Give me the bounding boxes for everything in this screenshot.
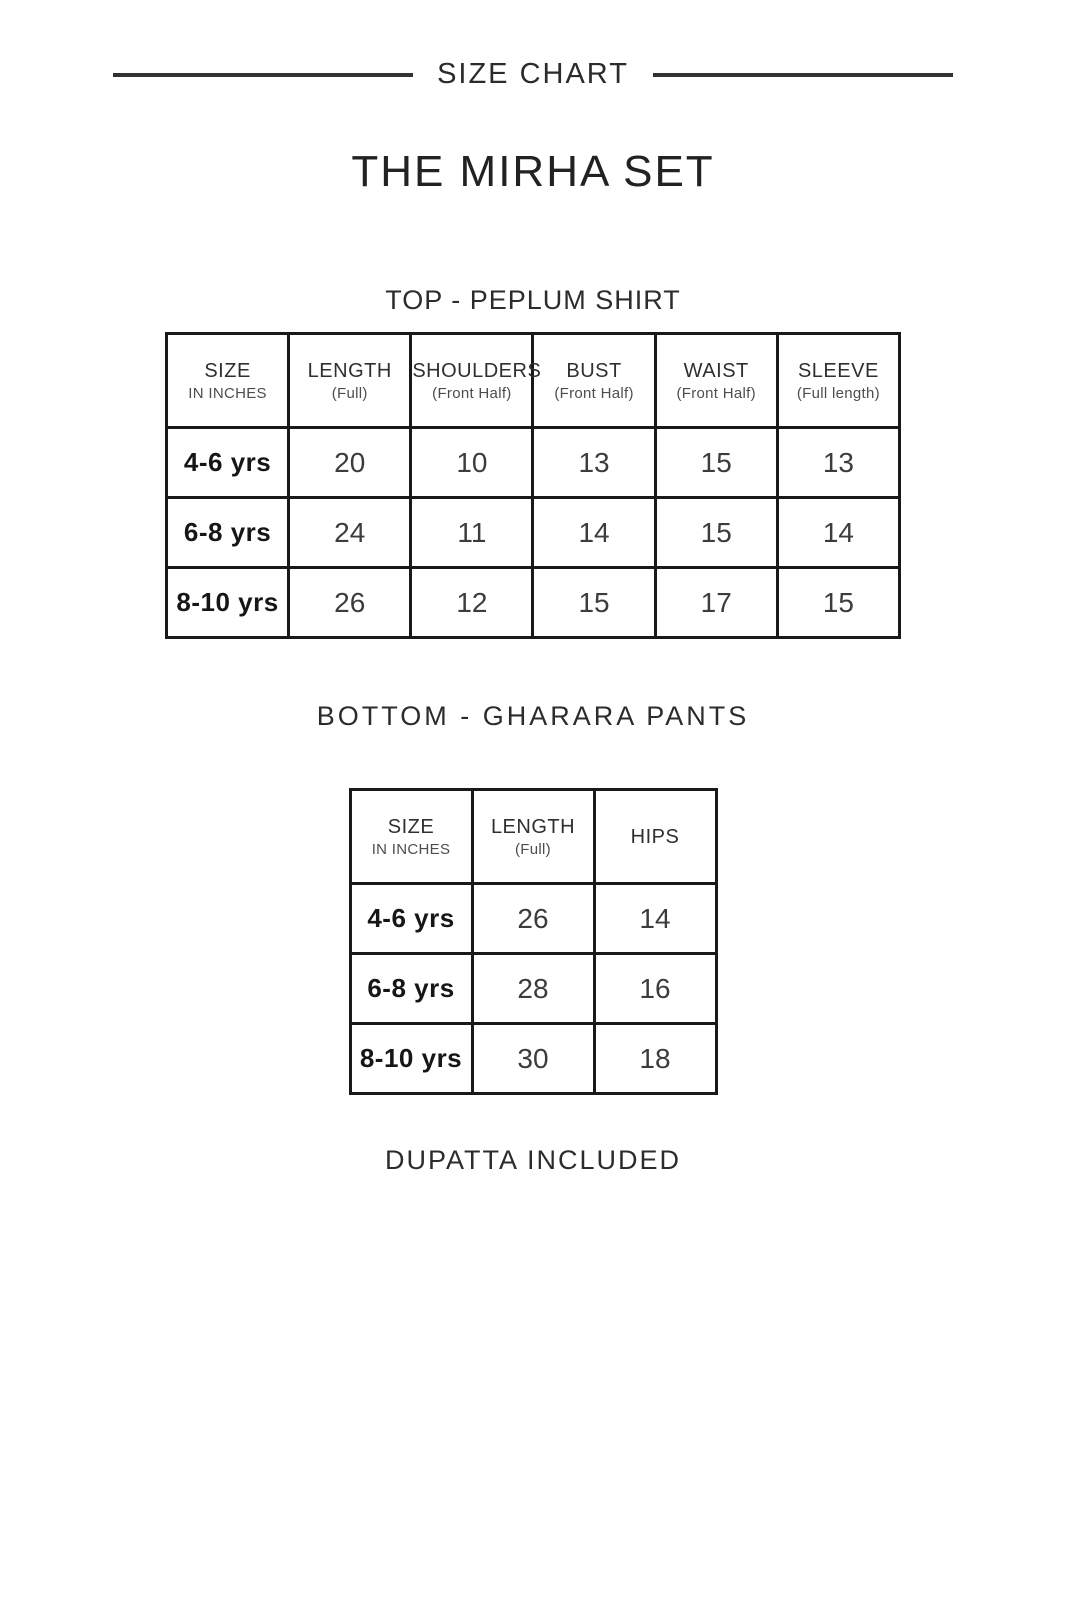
value-cell: 14 — [533, 498, 655, 568]
column-sublabel: (Full) — [331, 384, 368, 402]
table-row — [350, 1024, 716, 1094]
size-cell: 4-6 yrs — [167, 428, 289, 498]
column-label: LENGTH — [307, 359, 392, 382]
column-sublabel: (Full length) — [796, 384, 880, 402]
value-cell: 28 — [472, 954, 594, 1024]
value-cell: 20 — [289, 428, 411, 498]
size-cell: 8-10 yrs — [350, 1024, 472, 1094]
size-cell: 4-6 yrs — [350, 884, 472, 954]
column-header-size — [167, 334, 289, 428]
table-row — [350, 954, 716, 1024]
column-label: BUST — [566, 359, 622, 382]
value-cell: 12 — [411, 568, 533, 638]
table-row — [167, 568, 900, 638]
value-cell: 17 — [655, 568, 777, 638]
column-header-size — [350, 790, 472, 884]
value-cell: 15 — [777, 568, 899, 638]
column-label: SIZE — [387, 815, 435, 838]
column-label: SLEEVE — [797, 359, 879, 382]
column-sublabel: (Front Half) — [554, 384, 634, 402]
column-sublabel: IN INCHES — [371, 840, 451, 858]
size-cell: 8-10 yrs — [167, 568, 289, 638]
section-title-top: TOP - PEPLUM SHIRT — [385, 285, 681, 315]
size-chart-header — [113, 58, 953, 91]
value-cell: 26 — [472, 884, 594, 954]
page-title: THE MIRHA SET — [351, 147, 715, 196]
value-cell: 16 — [594, 954, 716, 1024]
value-cell: 13 — [777, 428, 899, 498]
value-cell: 15 — [655, 498, 777, 568]
value-cell: 14 — [777, 498, 899, 568]
column-header-sleeve — [777, 334, 899, 428]
column-header-length — [472, 790, 594, 884]
column-label: SHOULDERS — [412, 359, 542, 382]
top-size-table — [165, 332, 901, 639]
value-cell: 13 — [533, 428, 655, 498]
value-cell: 15 — [655, 428, 777, 498]
bottom-table-header-row — [350, 790, 716, 884]
column-label: WAIST — [683, 359, 749, 382]
value-cell: 11 — [411, 498, 533, 568]
table-row — [167, 498, 900, 568]
top-table-header-row — [167, 334, 900, 428]
value-cell: 18 — [594, 1024, 716, 1094]
value-cell: 15 — [533, 568, 655, 638]
column-header-length — [289, 334, 411, 428]
size-cell: 6-8 yrs — [350, 954, 472, 1024]
value-cell: 30 — [472, 1024, 594, 1094]
table-row — [167, 428, 900, 498]
column-header-waist — [655, 334, 777, 428]
header-rule-right — [653, 73, 953, 77]
column-header-hips — [594, 790, 716, 884]
table-row — [350, 884, 716, 954]
section-title-bottom: BOTTOM - GHARARA PANTS — [316, 701, 750, 731]
bottom-size-table — [349, 788, 718, 1095]
value-cell: 10 — [411, 428, 533, 498]
column-sublabel: (Front Half) — [432, 384, 512, 402]
value-cell: 14 — [594, 884, 716, 954]
value-cell: 26 — [289, 568, 411, 638]
header-title: SIZE CHART — [437, 58, 629, 90]
column-header-bust — [533, 334, 655, 428]
column-label: LENGTH — [490, 815, 576, 838]
column-header-shoulders — [411, 334, 542, 428]
column-label: SIZE — [204, 359, 251, 382]
column-label: HIPS — [630, 825, 680, 848]
column-sublabel: IN INCHES — [188, 384, 267, 402]
size-cell: 6-8 yrs — [167, 498, 289, 568]
header-rule-left — [113, 73, 413, 77]
dupatta-note: DUPATTA INCLUDED — [384, 1145, 682, 1175]
column-sublabel: (Full) — [515, 840, 551, 858]
column-sublabel: (Front Half) — [676, 384, 756, 402]
value-cell: 24 — [289, 498, 411, 568]
